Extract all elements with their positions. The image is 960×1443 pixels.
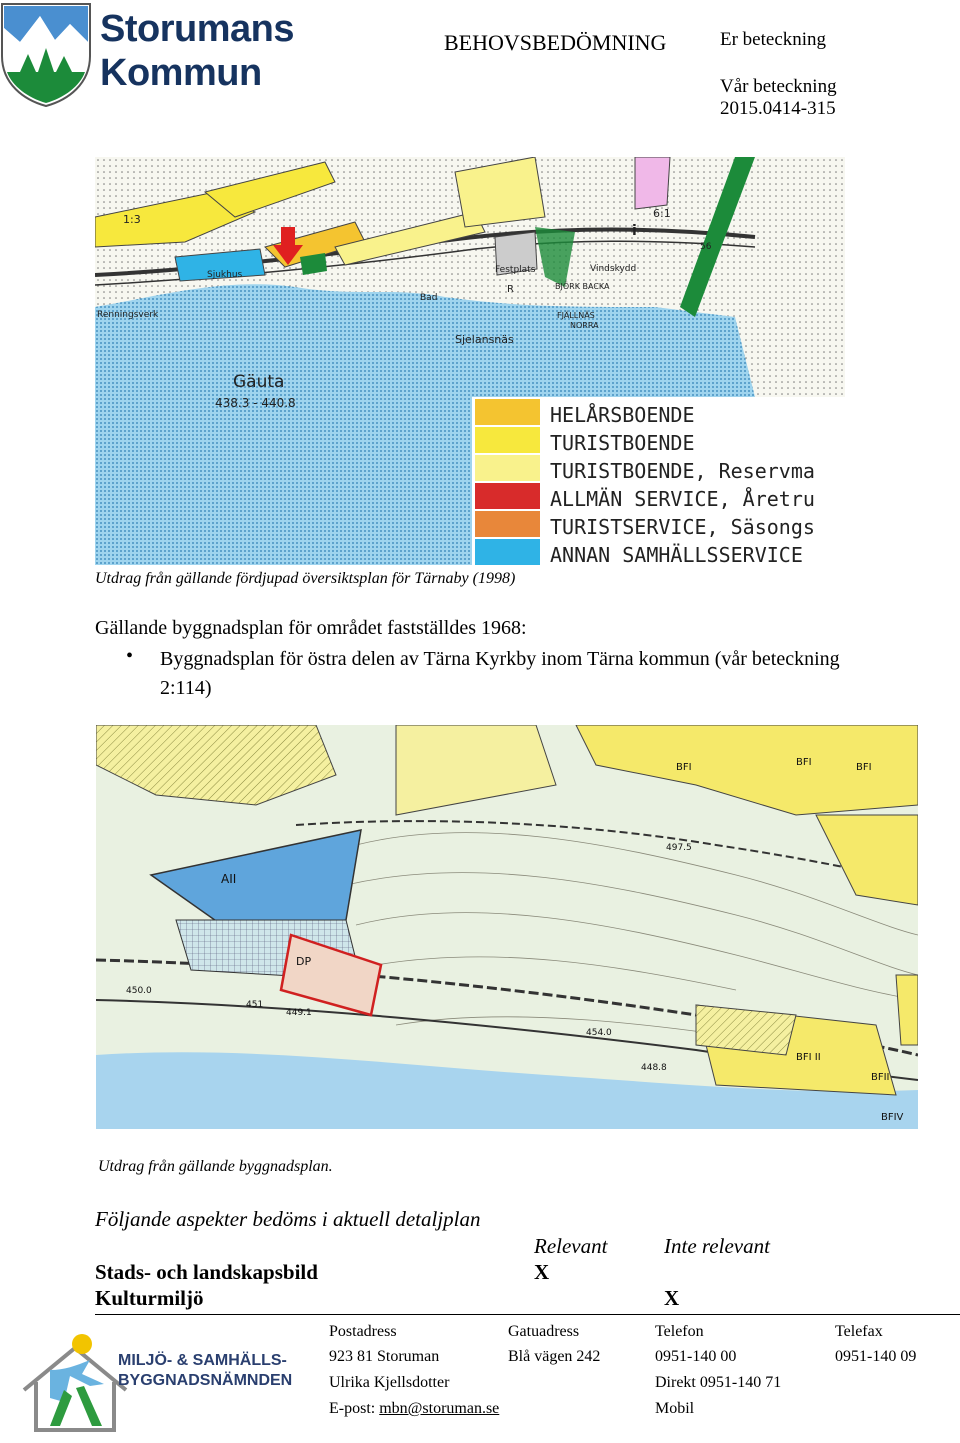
plan-bullet: Byggnadsplan för östra delen av Tärna Kyrkby inom Tärna kommun (vår beteckning 2:114) xyxy=(160,648,840,699)
board-name-line2: BYGGNADSNÄMNDEN xyxy=(118,1372,293,1389)
label-elev3: 448.8 xyxy=(641,1063,667,1073)
postadress-value: 923 81 Storuman xyxy=(329,1348,440,1365)
telefon-value: 0951-140 00 xyxy=(655,1348,737,1365)
overview-plan-map xyxy=(95,157,845,565)
email-row xyxy=(329,1400,499,1418)
column-inte-relevant: Inte relevant xyxy=(664,1234,770,1258)
aspects-heading: Följande aspekter bedöms i aktuell detaljplan xyxy=(95,1207,481,1231)
label-bfi-b: BFI xyxy=(796,757,812,768)
label-norra: NORRA xyxy=(570,321,599,330)
org-name-line2: Kommun xyxy=(100,52,262,94)
legend-text-2: TURISTBOENDE, Reservma xyxy=(550,459,815,483)
telefon-label: Telefon xyxy=(655,1323,704,1340)
org-name-line1: Storumans xyxy=(100,8,294,50)
aspect-row-relevant-mark: X xyxy=(534,1260,550,1284)
legend-text-3: ALLMÄN SERVICE, Åretru xyxy=(550,487,815,511)
coat-of-arms-icon xyxy=(0,2,92,108)
er-beteckning-label: Er beteckning xyxy=(720,29,827,50)
board-logo xyxy=(20,1330,320,1440)
label-num-56: 56 xyxy=(700,242,712,252)
gatuadress-label: Gatuadress xyxy=(508,1323,580,1340)
board-name-line1: MILJÖ- & SAMHÄLLS- xyxy=(118,1352,287,1369)
legend-swatch-3 xyxy=(475,483,540,509)
label-sjukhus: Sjukhus xyxy=(207,270,243,280)
label-elev2: 454.0 xyxy=(586,1028,612,1038)
aspect-row-inte-relevant-mark: X xyxy=(664,1286,680,1310)
legend-text-1: TURISTBOENDE xyxy=(550,431,695,455)
telefax-label: Telefax xyxy=(835,1323,883,1340)
postadress-label: Postadress xyxy=(329,1323,397,1340)
label-bjorkbacka: BJÖRK BACKA xyxy=(555,282,610,291)
label-sjelansnas: Sjelansnäs xyxy=(455,333,514,346)
label-elev1: 450.0 xyxy=(126,986,152,996)
building-plan-map xyxy=(96,725,918,1129)
legend-swatch-1 xyxy=(475,427,540,453)
label-bad: Bad xyxy=(420,293,438,303)
email-link[interactable]: mbn@storuman.se xyxy=(379,1400,500,1417)
label-festplats: Festplats xyxy=(495,265,536,275)
plan-intro: Gällande byggnadsplan för området fastställdes 1968: xyxy=(95,617,527,639)
legend-text-0: HELÅRSBOENDE xyxy=(550,403,695,427)
legend-text-5: ANNAN SAMHÄLLSSERVICE xyxy=(550,543,803,565)
column-relevant: Relevant xyxy=(534,1234,608,1258)
legend-text-4: TURISTSERVICE, Säsongs xyxy=(550,515,815,539)
map1-caption: Utdrag från gällande fördjupad översiktsplan för Tärnaby (1998) xyxy=(95,570,516,587)
label-elev6: 451 xyxy=(246,1000,264,1010)
label-zone-13: 1:3 xyxy=(123,213,141,226)
label-bfi-c: BFI xyxy=(856,762,872,773)
map2-caption: Utdrag från gällande byggnadsplan. xyxy=(98,1158,333,1175)
label-bfi-a: BFI xyxy=(676,762,692,773)
var-beteckning-label: Vår beteckning xyxy=(720,76,837,97)
telefax-value: 0951-140 09 xyxy=(835,1348,917,1365)
label-dp: DP xyxy=(296,955,312,968)
municipality-logo xyxy=(0,0,345,110)
label-zone-61: 6:1 xyxy=(653,207,671,220)
label-r: R xyxy=(507,284,514,295)
label-renningsverk: Renningsverk xyxy=(97,310,159,320)
label-elev5: 449.1 xyxy=(286,1008,312,1018)
bullet-icon: • xyxy=(126,645,134,667)
contact-name: Ulrika Kjellsdotter xyxy=(329,1374,450,1391)
mobil-label: Mobil xyxy=(655,1400,695,1417)
var-beteckning-value: 2015.0414-315 xyxy=(720,98,836,119)
document-title: BEHOVSBEDÖMNING xyxy=(444,30,667,55)
legend-swatch-5 xyxy=(475,539,540,565)
legend-swatch-0 xyxy=(475,399,540,425)
label-bfi-f: BFII xyxy=(871,1072,890,1083)
label-vindskydd: Vindskydd xyxy=(590,264,637,274)
email-label: E-post: xyxy=(329,1400,376,1417)
gatuadress-value: Blå vägen 242 xyxy=(508,1348,601,1365)
footer-divider xyxy=(95,1314,960,1315)
label-elev4: 497.5 xyxy=(666,843,692,853)
legend-swatch-2 xyxy=(475,455,540,481)
house-person-icon xyxy=(20,1330,130,1440)
label-bfi-d: BFI II xyxy=(796,1052,821,1063)
direct-phone: Direkt 0951-140 71 xyxy=(655,1374,782,1391)
label-lake-level: 438.3 - 440.8 xyxy=(215,396,296,410)
label-info: i xyxy=(632,223,637,239)
aspect-row-label: Stads- och landskapsbild xyxy=(95,1260,318,1284)
label-fjallnas: FJÄLLNÄS xyxy=(557,311,595,320)
legend-swatch-4 xyxy=(475,511,540,537)
label-bfi-e: BFIV xyxy=(881,1112,904,1123)
aspect-row-label: Kulturmiljö xyxy=(95,1286,204,1310)
label-lake: Gäuta xyxy=(233,372,285,392)
label-a2: AII xyxy=(221,872,237,886)
